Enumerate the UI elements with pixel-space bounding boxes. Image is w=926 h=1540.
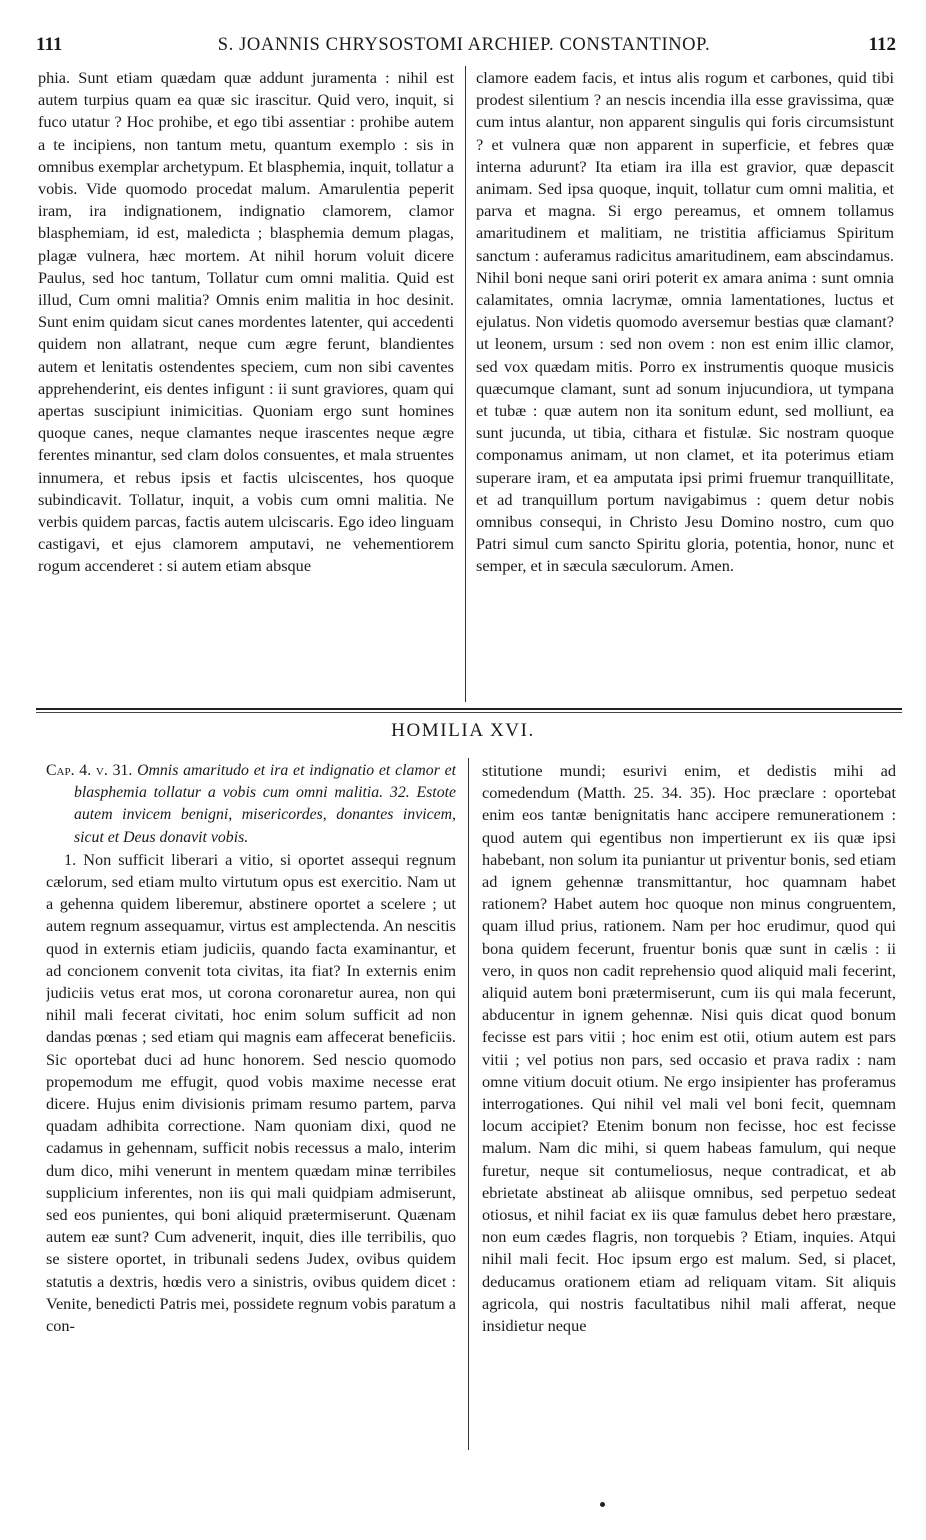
running-header (26, 34, 902, 60)
section-rule (36, 708, 902, 710)
bottom-left-column (46, 760, 456, 1450)
right-page-number: 112 (868, 34, 896, 55)
bottom-left-paragraph: 1. Non sufficit liberari a vitio, si oportet assequi regnum cælorum, sed etiam multo virtutum opus est exercitio. Nam ut a gehenna quidem liberemur, abstinere oportet a scelere ; ut autem regnum assequamur, virtus est amplectenda. An nescitis quod in externis etiam judiciis, quando facta examinantur, et ad concionem convenit tota civitas, ita fiat? In externis enim judiciis vetus erat mos, ut corona coronaretur aurea, non qui nihil mali fecerat civitati, hoc enim solum sufficit ad non dandas pœnas ; sed etiam qui magnis eam affecerat beneficiis. Sic oportebat duci ad hunc honorem. Sed nescio quomodo propemodum me effugit, quod vobis maxime necesse erat dicere. Hujus enim divisionis primam resumo partem, parva quadam adhibita correctione. Nam quoniam dixi, quod ne cadamus in gehennam, sufficit nobis recessus a malo, interim dum dico, mihi venerunt in mentem quædam minæ terribiles supplicium inferentes, non iis qui mali quidpiam admiserunt, sed eos punientes, qui boni aliquid prætermiserunt. Quænam autem eæ sunt? Cum advenerit, inquit, dies ille terribilis, quo se sistere oportet, in tribunali sedens Judex, ovibus quidem statutis a dextris, hœdis vero a sinistris, ovibus quidem dicet : Venite, benedicti Patris mei, possidete regnum vobis paratum a con- (46, 849, 456, 1336)
chapter-verse-text: Omnis amaritudo et ira et indignatio et clamor et blasphemia tollatur a vobis cum omni malitia. 32. Estote autem invicem benigni, misericordes, donantes invicem, sicut et Deus donavit vobis. (74, 762, 456, 846)
homily-title: HOMILIA XVI. (391, 720, 535, 741)
column-divider-top (465, 66, 466, 702)
running-title: S. JOANNIS CHRYSOSTOMI ARCHIEP. CONSTANTINOP. (217, 35, 711, 55)
column-divider-bottom (468, 758, 469, 1450)
top-right-paragraph: clamore eadem facis, et intus alis rogum et carbones, quid tibi prodest silentium ? an nescis incendia illa esse gravissima, quæ cum intus alantur, non apparent singulis qui foris circumsistunt ? et vulnera quæ non apparent in superficie, et febres quæ interna adurunt? Ita etiam ira illa est gravior, quæ depascit animam. Sed ipsa quoque, inquit, tollatur cum omni malitia, et parva et magna. Si ergo pereamus, et omnem tollamus amaritudinem et malitiam, ne tristitia afficiamus Spiritum sanctum : auferamus radicitus amaritudinem, eam abscindamus. Nihil boni neque sani oriri poterit ex amara anima : sunt omnia calamitates, omnia lacrymæ, omnia lamentationes, luctus et ejulatus. Non videtis quomodo aversemur bestias quæ clamant? ut leonem, ursum : sed non ovem : non est enim illic clamor, sed vox quædam mitis. Porro ex instrumentis quoque musicis quæcumque clamant, sunt ad sonum injucundiora, ut tympana et tubæ : quæ autem non ita sonitum edunt, sed molliunt, ea sunt jucunda, ut tibia, cithara et fistulæ. Sic nostram quoque componamus animam, ut non clamet, et ita poterimus etiam superare iram, et ea amputata ipsi primi fruemur tranquillitate, et ad tranquillum portum navigabimus : quem detur nobis omnibus consequi, in Christo Jesu Domino nostro, cum quo Patri simul cum sancto Spiritu gloria, potentia, honor, nunc et semper, et in sæcula sæculorum. Amen. (476, 68, 894, 576)
top-right-column (476, 67, 894, 701)
ink-speck (600, 1502, 605, 1507)
bottom-right-paragraph: stitutione mundi; esurivi enim, et dedistis mihi ad comedendum (Matth. 25. 34. 35). Hoc præclare : oportebat enim eos tantæ benignitatis hanc accipere remunerationem : quod autem qui egentibus non impertierunt ex iis quæ ipsi habebant, non solum ita puniantur ut priventur bonis, sed etiam ad ignem gehennæ transmittantur, hoc quamnam habet rationem? Habet autem hoc quoque non minus congruentem, quam illud prius, rationem. Nam per hoc erudimur, quod qui bona quidem fecerunt, fruentur bonis quæ sunt in cælis : ii vero, in quos non cadit reprehensio quod aliquid mali fecerint, aliquid autem boni prætermiserunt, cum iis qui mala fecerunt, abducentur in ignem gehennæ. Nisi quis dicat quod bonum fecisse est pars vitii ; hoc enim est otii, otium autem est pars vitii ; vel potius non pars, sed occasio et prava radix : nam omne vitium docuit otium. Ne ergo insipienter has proferamus interrogationes. Qui nihil vel mali vel boni fecit, quemnam locum accipiet? Etenim bonum non fecisse, hoc est fecisse malum. Nam dic mihi, si quem habeas famulum, qui neque furetur, neque sit contumeliosus, neque contradicat, et ab ebrietate abstineat ab aliisque omnibus, sed perpetuo sedeat otiosus, et nihil faciat ex iis quæ famulus debet hero præstare, non eum cædes flagris, non torquebis ? Etiam, inquies. Atqui nihil mali fecit. Hoc ipsum ergo est malum. Sed, si placet, deducamus orationem etiam ad reliquam vitam. Sit aliquis agricola, qui nostris facultatibus nihil mali afferat, neque insidietur neque (482, 761, 896, 1336)
left-page-number: 111 (36, 34, 63, 55)
top-left-paragraph: phia. Sunt etiam quædam quæ addunt juramenta : nihil est autem turpius quam ea quæ sic irascitur. Quid vero, inquit, si fuco utatur ? Hoc prohibe, et ego tibi assentiar : prohibe autem a te incipiens, non tantum metu, quantum exemplo : sis in omnibus exemplar archetypum. Et blasphemia, inquit, tollatur a vobis. Vide quomodo procedat malum. Amarulentia peperit iram, ira indignationem, indignatio clamorem, clamor blasphemiam, id est, maledicta ; blasphemia demum plagas, plagæ vulnera, hæc mortem. At nihil horum voluit dicere Paulus, sed hoc tantum, Tollatur cum omni malitia. Quid est illud, Cum omni malitia? Omnis enim malitia in hoc desinit. Sunt enim quidam sicut canes mordentes latenter, qui accedenti quidem non allatrant, neque cum ægre ferunt, blandientes autem et lenitatis ostendentes speciem, cum non sibi caventes apprehenderint, eis dentes infigunt : ii sunt graviores, quam qui apertas suscipiunt inimicitias. Quoniam ergo sunt homines quoque canes, neque clamantes neque irascentes neque ægre ferentes minantur, sed clam dolos consuentes, et mala struentes innumera, et rebus ipsis et factis ulciscentes, hos quoque subindicavit. Tollatur, inquit, a vobis cum omni malitia. Ne verbis quidem parcas, factis autem ulciscaris. Ego ideo linguam castigavi, et ejus clamorem amputavi, ne vehementiorem rogum accenderet : si autem etiam absque (38, 68, 454, 576)
section-rule-thin (36, 712, 902, 713)
top-left-column (38, 67, 454, 701)
chapter-reference: Cap. 4. v. 31. (46, 762, 133, 779)
chapter-heading (46, 760, 456, 849)
bottom-right-column (482, 760, 896, 1450)
